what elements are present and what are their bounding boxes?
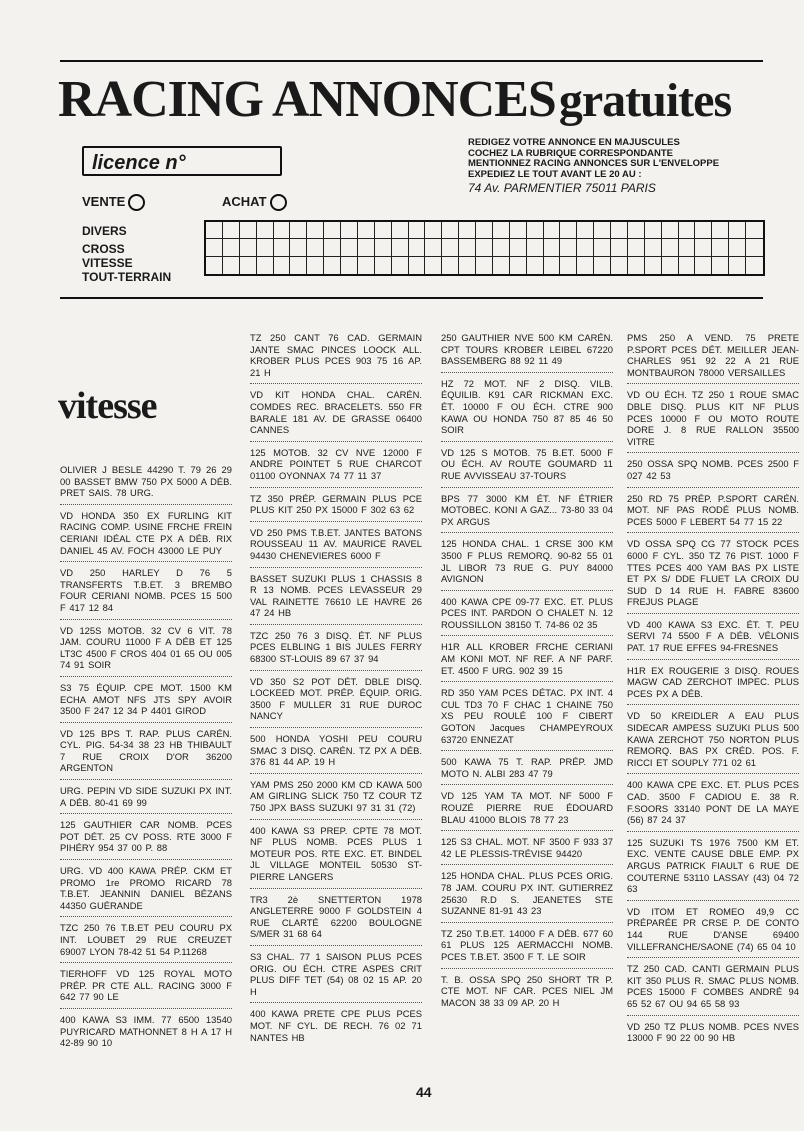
ad-item: VD HONDA 350 EX FURLING KIT RACING COMP. USINE FRCHE FREIN CERIANI IDÉAL CTE PX A DÉB. RIX DANIEL 45 AV. FOCH 43000 LE PUY: [60, 508, 232, 562]
grid-cell[interactable]: [392, 239, 409, 256]
ad-item: 500 KAWA 75 T. RAP. PRÉP. JMD MOTO N. ALBI 283 47 79: [441, 754, 613, 785]
title-main: RACING ANNONCES: [58, 71, 556, 128]
grid-cell[interactable]: [594, 222, 611, 239]
ad-item: 125 SUZUKI TS 1976 7500 KM ET. EXC. VENTE CAUSE DBLE EMP. PX ARGUS PATRICK FIAULT 6 RUE DE COUTERNE 53110 LASSAY (43) 04 72 63: [627, 835, 799, 901]
grid-cell[interactable]: [290, 222, 307, 239]
grid-cell[interactable]: [375, 239, 392, 256]
page-number: 44: [416, 1084, 432, 1100]
grid-cell[interactable]: [290, 239, 307, 256]
grid-cell[interactable]: [746, 222, 763, 239]
grid-cell[interactable]: [341, 257, 358, 274]
grid-cell[interactable]: [493, 239, 510, 256]
ads-column-4: [627, 330, 799, 1052]
licence-number-field[interactable]: [82, 146, 282, 176]
grid-cell[interactable]: [712, 222, 729, 239]
ad-item: TZ 250 T.B.ET. 14000 F A DÉB. 677 60 61 PLUS 125 AERMACCHI NOMB. PCES T.B.ET. 3500 F T. LE SOIR: [441, 926, 613, 969]
grid-cell[interactable]: [510, 222, 527, 239]
grid-cell[interactable]: [274, 257, 291, 274]
grid-cell[interactable]: [206, 222, 223, 239]
grid-cell[interactable]: [510, 257, 527, 274]
grid-cell[interactable]: [645, 257, 662, 274]
title-sub: gratuites: [558, 74, 732, 127]
ad-item: 250 GAUTHIER NVE 500 KM CARÉN. CPT TOURS KROBER LEIBEL 67220 BASSEMBERG 88 92 11 49: [441, 330, 613, 373]
category-tout-terrain: TOUT-TERRAIN: [82, 270, 172, 284]
grid-cell[interactable]: [257, 222, 274, 239]
grid-cell[interactable]: [560, 222, 577, 239]
grid-cell[interactable]: [628, 257, 645, 274]
grid-cell[interactable]: [341, 239, 358, 256]
ad-item: 125 GAUTHIER CAR NOMB. PCES POT DÉT. 25 CV POSS. RTE 3000 F PIHÉRY 954 37 00 P. 88: [60, 817, 232, 860]
grid-cell[interactable]: [729, 257, 746, 274]
grid-cell[interactable]: [409, 257, 426, 274]
ad-item: 250 OSSA SPQ NOMB. PCES 2500 F 027 42 53: [627, 456, 799, 487]
instruction-line: COCHEZ LA RUBRIQUE CORRESPONDANTE: [468, 147, 673, 159]
grid-cell[interactable]: [679, 257, 696, 274]
grid-cell[interactable]: [425, 222, 442, 239]
ad-item: H1R EX ROUGERIE 3 DISQ. ROUES MAGW CAD ZERCHOT IMPEC. PLUS PCES PX A DÉB.: [627, 663, 799, 706]
ad-item: 400 KAWA CPE 09-77 EXC. ET. PLUS PCES INT. PARDON O CHALET N. 12 ROUSSILLON 38150 T. 74-86 02 35: [441, 594, 613, 637]
grid-cell[interactable]: [358, 222, 375, 239]
ad-item: VD 50 KREIDLER A EAU PLUS SIDECAR AMPESS SUZUKI PLUS 500 KAWA ZERCHOT 750 NORTON PLUS REMORQ. BAS PX CRÉD. POS. F. RICCI ET SOUPLY 771 02 61: [627, 708, 799, 774]
grid-cell[interactable]: [409, 222, 426, 239]
category-list: [82, 224, 171, 284]
ad-item: VD 125 S MOTOB. 75 B.ET. 5000 F OU ÉCH. AV ROUTE GOUMARD 11 RUE AVVISSEAU 37-TOURS: [441, 445, 613, 488]
ad-item: VD 250 HARLEY D 76 5 TRANSFERTS T.B.ET. 3 BREMBO FOUR CERIANI NOMB. PCES 15 500 F 417 12 84: [60, 565, 232, 619]
grid-cell[interactable]: [324, 239, 341, 256]
grid-cell[interactable]: [476, 239, 493, 256]
bottom-rule: [60, 297, 763, 299]
grid-cell[interactable]: [527, 257, 544, 274]
instruction-line: EXPEDIEZ LE TOUT AVANT LE 20 AU :: [468, 168, 642, 180]
grid-cell[interactable]: [611, 257, 628, 274]
grid-cell[interactable]: [459, 222, 476, 239]
grid-cell[interactable]: [476, 222, 493, 239]
instruction-line: REDIGEZ VOTRE ANNONCE EN MAJUSCULES: [468, 137, 680, 148]
achat-checkbox[interactable]: [270, 194, 287, 211]
grid-cell[interactable]: [679, 239, 696, 256]
ad-item: TZC 250 76 3 DISQ. ÉT. NF PLUS PCES ELBLING 1 BIS JULES FERRY 68300 ST-LOUIS 89 67 37 94: [250, 628, 422, 671]
ads-column-1: [60, 462, 232, 1057]
grid-cell[interactable]: [459, 239, 476, 256]
grid-cell[interactable]: [392, 222, 409, 239]
grid-cell[interactable]: [594, 257, 611, 274]
grid-cell[interactable]: [223, 239, 240, 256]
grid-cell[interactable]: [307, 257, 324, 274]
grid-cell[interactable]: [442, 239, 459, 256]
grid-cell[interactable]: [206, 257, 223, 274]
grid-cell[interactable]: [274, 239, 291, 256]
ad-item: VD 250 PMS T.B.ET. JANTES BATONS ROUSSEAU 11 AV. MAURICE RAVEL 94430 CHENEVIERES 6000 F: [250, 525, 422, 568]
mailing-address: 74 Av. PARMENTIER 75011 PARIS: [468, 181, 656, 195]
ad-item: VD OSSA SPQ CG 77 STOCK PCES 6000 F CYL. 350 TZ 76 PIST. 1000 F TTES PCES 400 YAM BAS PX LISTE ET PX S/ DDE FLUET LA CROIX DU SUD D 14 RUE H. FABRE 83600 FREJUS PLAGE: [627, 536, 799, 614]
ad-item: VD 125 YAM TA MOT. NF 5000 F ROUZÉ PIERRE RUE ÉDOUARD BLAU 41000 BLOIS 78 77 23: [441, 788, 613, 831]
grid-cell[interactable]: [425, 239, 442, 256]
achat-option[interactable]: [222, 192, 287, 212]
grid-cell[interactable]: [645, 222, 662, 239]
ads-column-3: [441, 330, 613, 1016]
section-title: vitesse: [58, 385, 157, 427]
grid-cell[interactable]: [375, 257, 392, 274]
grid-cell[interactable]: [240, 222, 257, 239]
grid-cell[interactable]: [206, 239, 223, 256]
achat-label: ACHAT: [222, 194, 267, 209]
grid-cell[interactable]: [375, 222, 392, 239]
grid-cell[interactable]: [544, 239, 561, 256]
ad-item: 125 HONDA CHAL. PLUS PCES ORIG. 78 JAM. COURU PX INT. GUTIERREZ 25630 R.D S. JEANETES STE SUZANNE 81-91 43 23: [441, 868, 613, 922]
grid-cell[interactable]: [324, 257, 341, 274]
grid-cell[interactable]: [442, 257, 459, 274]
ad-item: VD 350 S2 POT DÉT. DBLE DISQ. LOCKEED MOT. PRÉP. ÉQUIP. ORIG. 3500 F MULLER 31 RUE DUROC NANCY: [250, 674, 422, 728]
vente-checkbox[interactable]: [128, 194, 145, 211]
grid-cell[interactable]: [324, 222, 341, 239]
ad-item: VD 400 KAWA S3 EXC. ÉT. T. PEU SERVI 74 5500 F A DÉB. VÉLONIS PAT. 17 RUE EFFES 94-FRESNES: [627, 617, 799, 660]
grid-cell[interactable]: [577, 257, 594, 274]
grid-cell[interactable]: [594, 239, 611, 256]
grid-cell[interactable]: [729, 239, 746, 256]
ad-item: H1R ALL KROBER FRCHE CERIANI AM KONI MOT. NF REF. A NF PARF. ET. 4500 F URG. 902 39 15: [441, 639, 613, 682]
grid-cell[interactable]: [695, 257, 712, 274]
grid-cell[interactable]: [409, 239, 426, 256]
grid-cell[interactable]: [223, 222, 240, 239]
ad-item: S3 CHAL. 77 1 SAISON PLUS PCES ORIG. OU ÉCH. CTRE ASPES CRIT PLUS DIFF TET (54) 08 02 15 AP. 20 H: [250, 949, 422, 1003]
grid-cell[interactable]: [358, 239, 375, 256]
ad-item: URG. PEPIN VD SIDE SUZUKI PX INT. A DÉB. 80-41 69 99: [60, 783, 232, 814]
ad-item: 125 S3 CHAL. MOT. NF 3500 F 933 37 42 LE PLESSIS-TRÉVISE 94420: [441, 834, 613, 865]
grid-cell[interactable]: [712, 239, 729, 256]
ad-item: 125 HONDA CHAL. 1 CRSE 300 KM 3500 F PLUS REMORQ. 90-82 55 01 JL LIBOR 73 RUE G. PUY 84000 AVIGNON: [441, 536, 613, 590]
ad-item: 400 KAWA CPE EXC. ET. PLUS PCES CAD. 3500 F CADIOU E. 38 R. F.SOORS 33140 PONT DE LA MAYE (56) 87 24 37: [627, 777, 799, 831]
ad-item: VD KIT HONDA CHAL. CARÉN. COMDES REC. BRACELETS. 550 FR BARALE 181 AV. DE GRASSE 06400 CANNES: [250, 387, 422, 441]
grid-cell[interactable]: [392, 257, 409, 274]
grid-cell[interactable]: [560, 257, 577, 274]
grid-cell[interactable]: [240, 257, 257, 274]
grid-cell[interactable]: [425, 257, 442, 274]
ad-item: YAM PMS 250 2000 KM CD KAWA 500 AM GIRLING SLICK 750 TZ COUR TZ 750 JPX BASS SUZUKI 97 31 31 (72): [250, 777, 422, 820]
grid-cell[interactable]: [341, 222, 358, 239]
grid-cell[interactable]: [662, 257, 679, 274]
grid-cell[interactable]: [223, 257, 240, 274]
ad-item: TR3 2è SNETTERTON 1978 ANGLETERRE 9000 F GOLDSTEIN 4 RUE CLARTÉ 62200 BOULOGNE S/MER 31 68 64: [250, 892, 422, 946]
ad-item: HZ 72 MOT. NF 2 DISQ. VILB. ÉQUILIB. K91 CAR RICKMAN EXC. ÉT. 10000 F OU ÉCH. CTRE 900 KAWA OU HONDA 750 87 85 46 50 SOIR: [441, 376, 613, 442]
grid-cell[interactable]: [560, 239, 577, 256]
grid-cell[interactable]: [611, 222, 628, 239]
ad-item: 125 MOTOB. 32 CV NVE 12000 F ANDRE POINTET 5 RUE CHARCOT 01100 OYONNAX 74 77 11 37: [250, 445, 422, 488]
ad-item: VD OU ÉCH. TZ 250 1 ROUE SMAC DBLE DISQ. PLUS KIT NF PLUS PCES 10000 F OU MOTO ROUTE DORE J. 8 RUE RALLON 35500 VITRE: [627, 387, 799, 453]
ad-item: RD 350 YAM PCES DÉTAC. PX INT. 4 CUL TD3 70 F CHAC 1 CHAINE 750 XS PEU ROULÉ 100 F CIBERT GOTON Jacques CHAMPEYROUX 63720 ENNEZAT: [441, 685, 613, 751]
grid-cell[interactable]: [510, 239, 527, 256]
grid-cell[interactable]: [611, 239, 628, 256]
instructions: [468, 138, 768, 180]
ad-item: VD 250 TZ PLUS NOMB. PCES NVES 13000 F 90 22 00 90 HB: [627, 1020, 799, 1044]
grid-cell[interactable]: [257, 239, 274, 256]
grid-cell[interactable]: [307, 222, 324, 239]
ad-item: 400 KAWA S3 IMM. 77 6500 13540 PUYRICARD MATHONNET 8 H A 17 H 42-89 90 10: [60, 1013, 232, 1049]
page-title: [58, 70, 768, 130]
vente-option[interactable]: [82, 192, 145, 212]
ad-item: VD 125S MOTOB. 32 CV 6 VIT. 78 JAM. COURU 11000 F A DÉB ET 125 LT3C 4500 F CROS 404 01 65 OU 005 74 91 SOIR: [60, 623, 232, 677]
vente-label: VENTE: [82, 194, 126, 209]
ad-item: TZ 350 PRÉP. GERMAIN PLUS PCE PLUS KIT 250 PX 15000 F 302 63 62: [250, 491, 422, 522]
category-vitesse: VITESSE: [82, 256, 133, 270]
grid-cell[interactable]: [577, 222, 594, 239]
ad-item: S3 75 ÉQUIP. CPE MOT. 1500 KM ECHA AMOT NFS JTS SPY AVOIR 3500 F 247 12 34 P 4401 GIROD: [60, 680, 232, 723]
grid-cell[interactable]: [442, 222, 459, 239]
ad-item: TZ 250 CANT 76 CAD. GERMAIN JANTE SMAC PINCES LOOCK ALL. KROBER PLUS PCES 903 75 16 AP. 21 H: [250, 330, 422, 384]
grid-cell[interactable]: [695, 222, 712, 239]
grid-cell[interactable]: [712, 257, 729, 274]
grid-cell[interactable]: [695, 239, 712, 256]
grid-cell[interactable]: [577, 239, 594, 256]
ad-item: TZ 250 CAD. CANTI GERMAIN PLUS KIT 350 PLUS R. SMAC PLUS NOMB. PCES 15000 F COMBES ANDRÉ 94 65 52 67 OU 94 65 58 93: [627, 961, 799, 1015]
ad-item: TIERHOFF VD 125 ROYAL MOTO PRÉP. PR CTE ALL. RACING 3000 F 642 77 90 LE: [60, 966, 232, 1009]
ad-item: PMS 250 A VEND. 75 PRETE P.SPORT PCES DÉT. MEILLER JEAN-CHARLES 951 92 22 A 21 RUE MONTBAURON 78000 VERSAILLES: [627, 330, 799, 384]
category-divers: DIVERS: [82, 224, 127, 238]
ad-item: TZC 250 76 T.B.ET PEU COURU PX INT. LOUBET 29 RUE CREUZET 69007 LYON 78-42 51 54 P.11268: [60, 920, 232, 963]
licence-label: licence n°: [92, 152, 186, 174]
ad-item: 400 KAWA PRETE CPE PLUS PCES MOT. NF CYL. DE RECH. 76 02 71 NANTES HB: [250, 1008, 422, 1043]
grid-cell[interactable]: [459, 257, 476, 274]
grid-cell[interactable]: [493, 222, 510, 239]
category-cross: CROSS: [82, 242, 125, 256]
grid-cell[interactable]: [527, 222, 544, 239]
ad-item: 500 HONDA YOSHI PEU COURU SMAC 3 DISQ. CARÉN. TZ PX A DÉB. 376 81 44 AP. 19 H: [250, 731, 422, 774]
grid-cell[interactable]: [628, 222, 645, 239]
ad-item: URG. VD 400 KAWA PRÉP. CKM ET PROMO 1re PROMO RICARD 78 T.B.ET. JEANNIN DANIEL BÉZANS 44350 GUÉRANDE: [60, 863, 232, 917]
grid-cell[interactable]: [240, 239, 257, 256]
grid-cell[interactable]: [746, 257, 763, 274]
ads-column-2: [250, 330, 422, 1051]
grid-cell[interactable]: [290, 257, 307, 274]
ad-item: VD 125 BPS T. RAP. PLUS CARÉN. CYL. PIG. 54-34 38 23 HB THIBAULT 7 RUE CROIX D'OR 36200 ARGENTON: [60, 726, 232, 780]
grid-cell[interactable]: [544, 257, 561, 274]
grid-cell[interactable]: [527, 239, 544, 256]
grid-cell[interactable]: [307, 239, 324, 256]
instruction-line: MENTIONNEZ RACING ANNONCES SUR L'ENVELOPPE: [468, 158, 720, 169]
ad-item: OLIVIER J BESLE 44290 T. 79 26 29 00 BASSET BMW 750 PX 5000 A DÉB. PRET SAIS. 78 URG.: [60, 462, 232, 505]
ad-item: 250 RD 75 PRÉP. P.SPORT CARÉN. MOT. NF PAS RODÉ PLUS NOMB. PCES 5000 F LEBERT 54 77 15 22: [627, 491, 799, 534]
grid-cell[interactable]: [274, 222, 291, 239]
grid-cell[interactable]: [679, 222, 696, 239]
ad-item: BPS 77 3000 KM ÉT. NF ÉTRIER MOTOBEC. KONI A GAZ... 73-80 33 04 PX ARGUS: [441, 491, 613, 534]
grid-cell[interactable]: [476, 257, 493, 274]
grid-cell[interactable]: [662, 222, 679, 239]
ad-item: 400 KAWA S3 PREP. CPTE 78 MOT. NF PLUS NOMB. PCES PLUS 1 MOTEUR POS. RTE EXC. ET. BINDEL JL VILLAGE MONTEIL 50530 ST-PIERRE LANGERS: [250, 823, 422, 889]
ad-item: BASSET SUZUKI PLUS 1 CHASSIS 8 R 13 NOMB. PCES LEVASSEUR 29 VAL RAINETTE 76610 LE HAVRE 26 47 24 HB: [250, 571, 422, 625]
ad-item: T. B. OSSA SPQ 250 SHORT TR P. CTE MOT. NF CAR. PCES NIEL JM MACON 38 33 09 AP. 20 H: [441, 973, 613, 1008]
grid-cell[interactable]: [544, 222, 561, 239]
grid-cell[interactable]: [493, 257, 510, 274]
grid-cell[interactable]: [662, 239, 679, 256]
grid-cell[interactable]: [358, 257, 375, 274]
grid-cell[interactable]: [729, 222, 746, 239]
grid-cell[interactable]: [257, 257, 274, 274]
grid-cell[interactable]: [746, 239, 763, 256]
ad-text-grid[interactable]: [204, 220, 765, 276]
top-rule: [60, 60, 763, 62]
grid-cell[interactable]: [645, 239, 662, 256]
ad-item: VD ITOM ET ROMEO 49,9 CC PRÉPARÉE PR CRSE P. DE CONTO 144 RUE D'ANSE 69400 VILLEFRANCHE/SAONE (74) 65 04 10: [627, 904, 799, 958]
grid-cell[interactable]: [628, 239, 645, 256]
